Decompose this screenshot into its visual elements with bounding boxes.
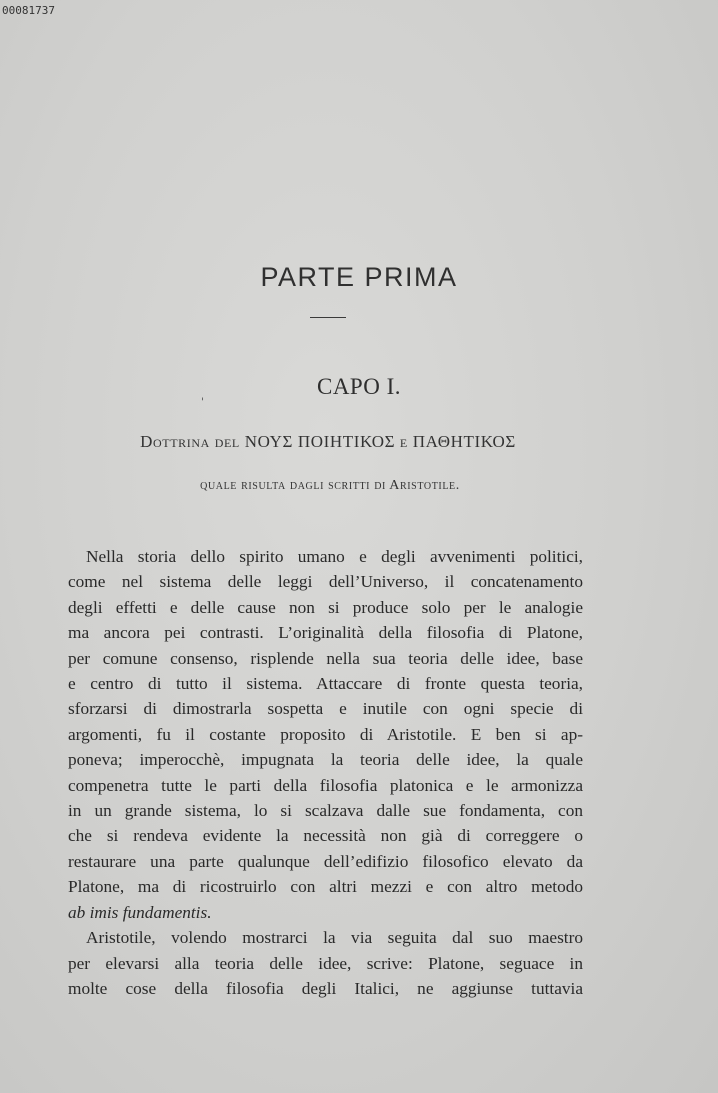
chapter-subtitle-line1: Dottrina del ΝΟΥΣ ΠΟΙΗΤΙΚΟΣ e ΠΑΘΗΤΙΚΟΣ (140, 432, 516, 451)
body-line: per elevarsi alla teoria delle idee, scrive: Platone, seguace in (68, 953, 583, 973)
body-line: restaurare una parte qualunque dell’edifizio filosofico elevato da (68, 851, 583, 871)
body-line: Nella storia dello spirito umano e degli avvenimenti politici, (86, 547, 583, 566)
body-line-italic: ab imis fundamentis. (68, 902, 212, 922)
title-divider (310, 317, 346, 318)
body-line: in un grande sistema, lo si scalzava dalle sue fondamenta, con (68, 801, 583, 821)
body-line: sforzarsi di dimostrarla sospetta e inutile con ogni specie di (68, 699, 583, 719)
scan-id-label: 00081737 (2, 4, 55, 17)
body-line: argomenti, fu il costante proposito di Aristotile. E ben si ap- (68, 724, 583, 744)
body-line: Aristotile, volendo mostrarci la via seguita dal suo maestro (86, 928, 583, 948)
body-text (68, 544, 583, 1001)
body-line: che si rendeva evidente la necessità non già di correggere o (68, 826, 583, 846)
body-line: Platone, ma di ricostruirlo con altri mezzi e con altro metodo (68, 877, 583, 897)
body-line: degli effetti e delle cause non si produce solo per le analogie (68, 597, 583, 617)
part-title: PARTE PRIMA (260, 262, 458, 292)
chapter-subtitle-line2: quale risulta dagli scritti di Aristotile. (200, 478, 460, 493)
body-line: molte cose della filosofia degli Italici, ne aggiunse tuttavia (68, 978, 583, 998)
body-line: per comune consenso, risplende nella sua teoria delle idee, base (68, 648, 583, 668)
chapter-title: CAPO I. (316, 374, 401, 399)
body-line: poneva; imperocchè, impugnata la teoria delle idee, la quale (68, 750, 583, 770)
body-line: e centro di tutto il sistema. Attaccare di fronte questa teoria, (68, 674, 583, 694)
body-line: come nel sistema delle leggi dell’Universo, il concatenamento (68, 572, 583, 592)
body-line: compenetra tutte le parti della filosofia platonica e le armonizza (68, 775, 583, 795)
body-line: ma ancora pei contrasti. L’originalità della filosofia di Platone, (68, 623, 583, 643)
ink-speck: ' (201, 397, 204, 408)
